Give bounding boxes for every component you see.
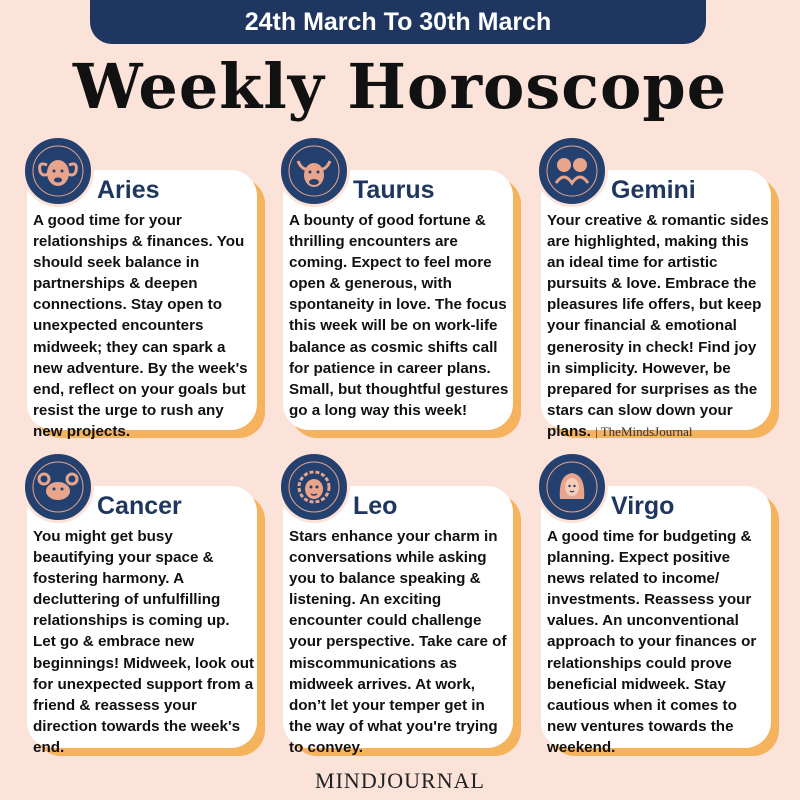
card-body [283,170,513,430]
page-title: Weekly Horoscope [72,50,728,123]
sign-description: A bounty of good fortune & thrilling encounters are coming. Expect to feel more open & generous, with spontaneity in love. The focus this week will be on work-life balance as cosmic shifts call for patience in career plans. Small, but thoughtful gestures go a long way this week! [289,212,509,419]
sign-description: A good time for budgeting & planning. Expect positive news related to income/ investments. Reassess your values. An unconventional approach to your finances or relationships could prove beneficial midweek. Stay cautious when it comes to new ventures towards the weekend. [547,528,757,756]
lion-icon [278,451,350,523]
sign-description: You might get busy beautifying your space & fostering harmony. A decluttering of unfulfilling relationships is coming up. Let go & embrace new beginnings! Midweek, look out for unexpected support from a friend & reassess your direction towards the week's end. [33,528,255,756]
sign-name: Virgo [611,492,675,520]
crab-icon [22,451,94,523]
ram-icon [22,135,94,207]
date-range-banner [90,0,706,44]
horoscope-card-cancer [27,486,257,756]
bull-icon [278,135,350,207]
card-body [541,170,771,440]
sign-name: Taurus [353,176,435,204]
horoscope-card-aries [27,170,257,440]
sign-description: Stars enhance your charm in conversations while asking you to balance speaking & listening. An exciting encounter could challenge your perspective. Take care of miscommunications as midweek arrives. At work, don’t let your temper get in the way of what you're trying to convey. [289,528,507,756]
sign-description-text: Your creative & romantic sides are highlighted, making this an ideal time for artistic pursuits & love. Embrace the pleasures life offers, but keep your financial & emotional generosity in check! Find joy in simplicity. However, be prepared for surprises as the stars can slow down your plans. [547,212,769,440]
sign-name: Gemini [611,176,696,204]
horoscope-card-taurus [283,170,513,430]
mindjournal-logo: MINDJOURNAL [315,768,485,793]
card-body [283,486,513,756]
sign-name: Cancer [97,492,182,520]
card-body [27,170,257,440]
twins-icon [536,135,608,207]
sign-description [547,210,769,442]
watermark: | TheMindsJournal [595,423,693,439]
horoscope-card-leo [283,486,513,756]
horoscope-card-gemini [541,170,771,440]
sign-description: A good time for your relationships & finances. You should seek balance in partnerships & deepen connections. Stay open to unexpected encounters midweek; they can spark a new adventure. By the week's end, reflect on your goals but resist the urge to rush any new projects. [33,212,248,440]
horoscope-card-virgo [541,486,771,756]
card-body [27,486,257,756]
maiden-icon [536,451,608,523]
sign-name: Aries [97,176,160,204]
sign-name: Leo [353,492,398,520]
card-body [541,486,771,756]
date-range-text: 24th March To 30th March [244,7,552,36]
